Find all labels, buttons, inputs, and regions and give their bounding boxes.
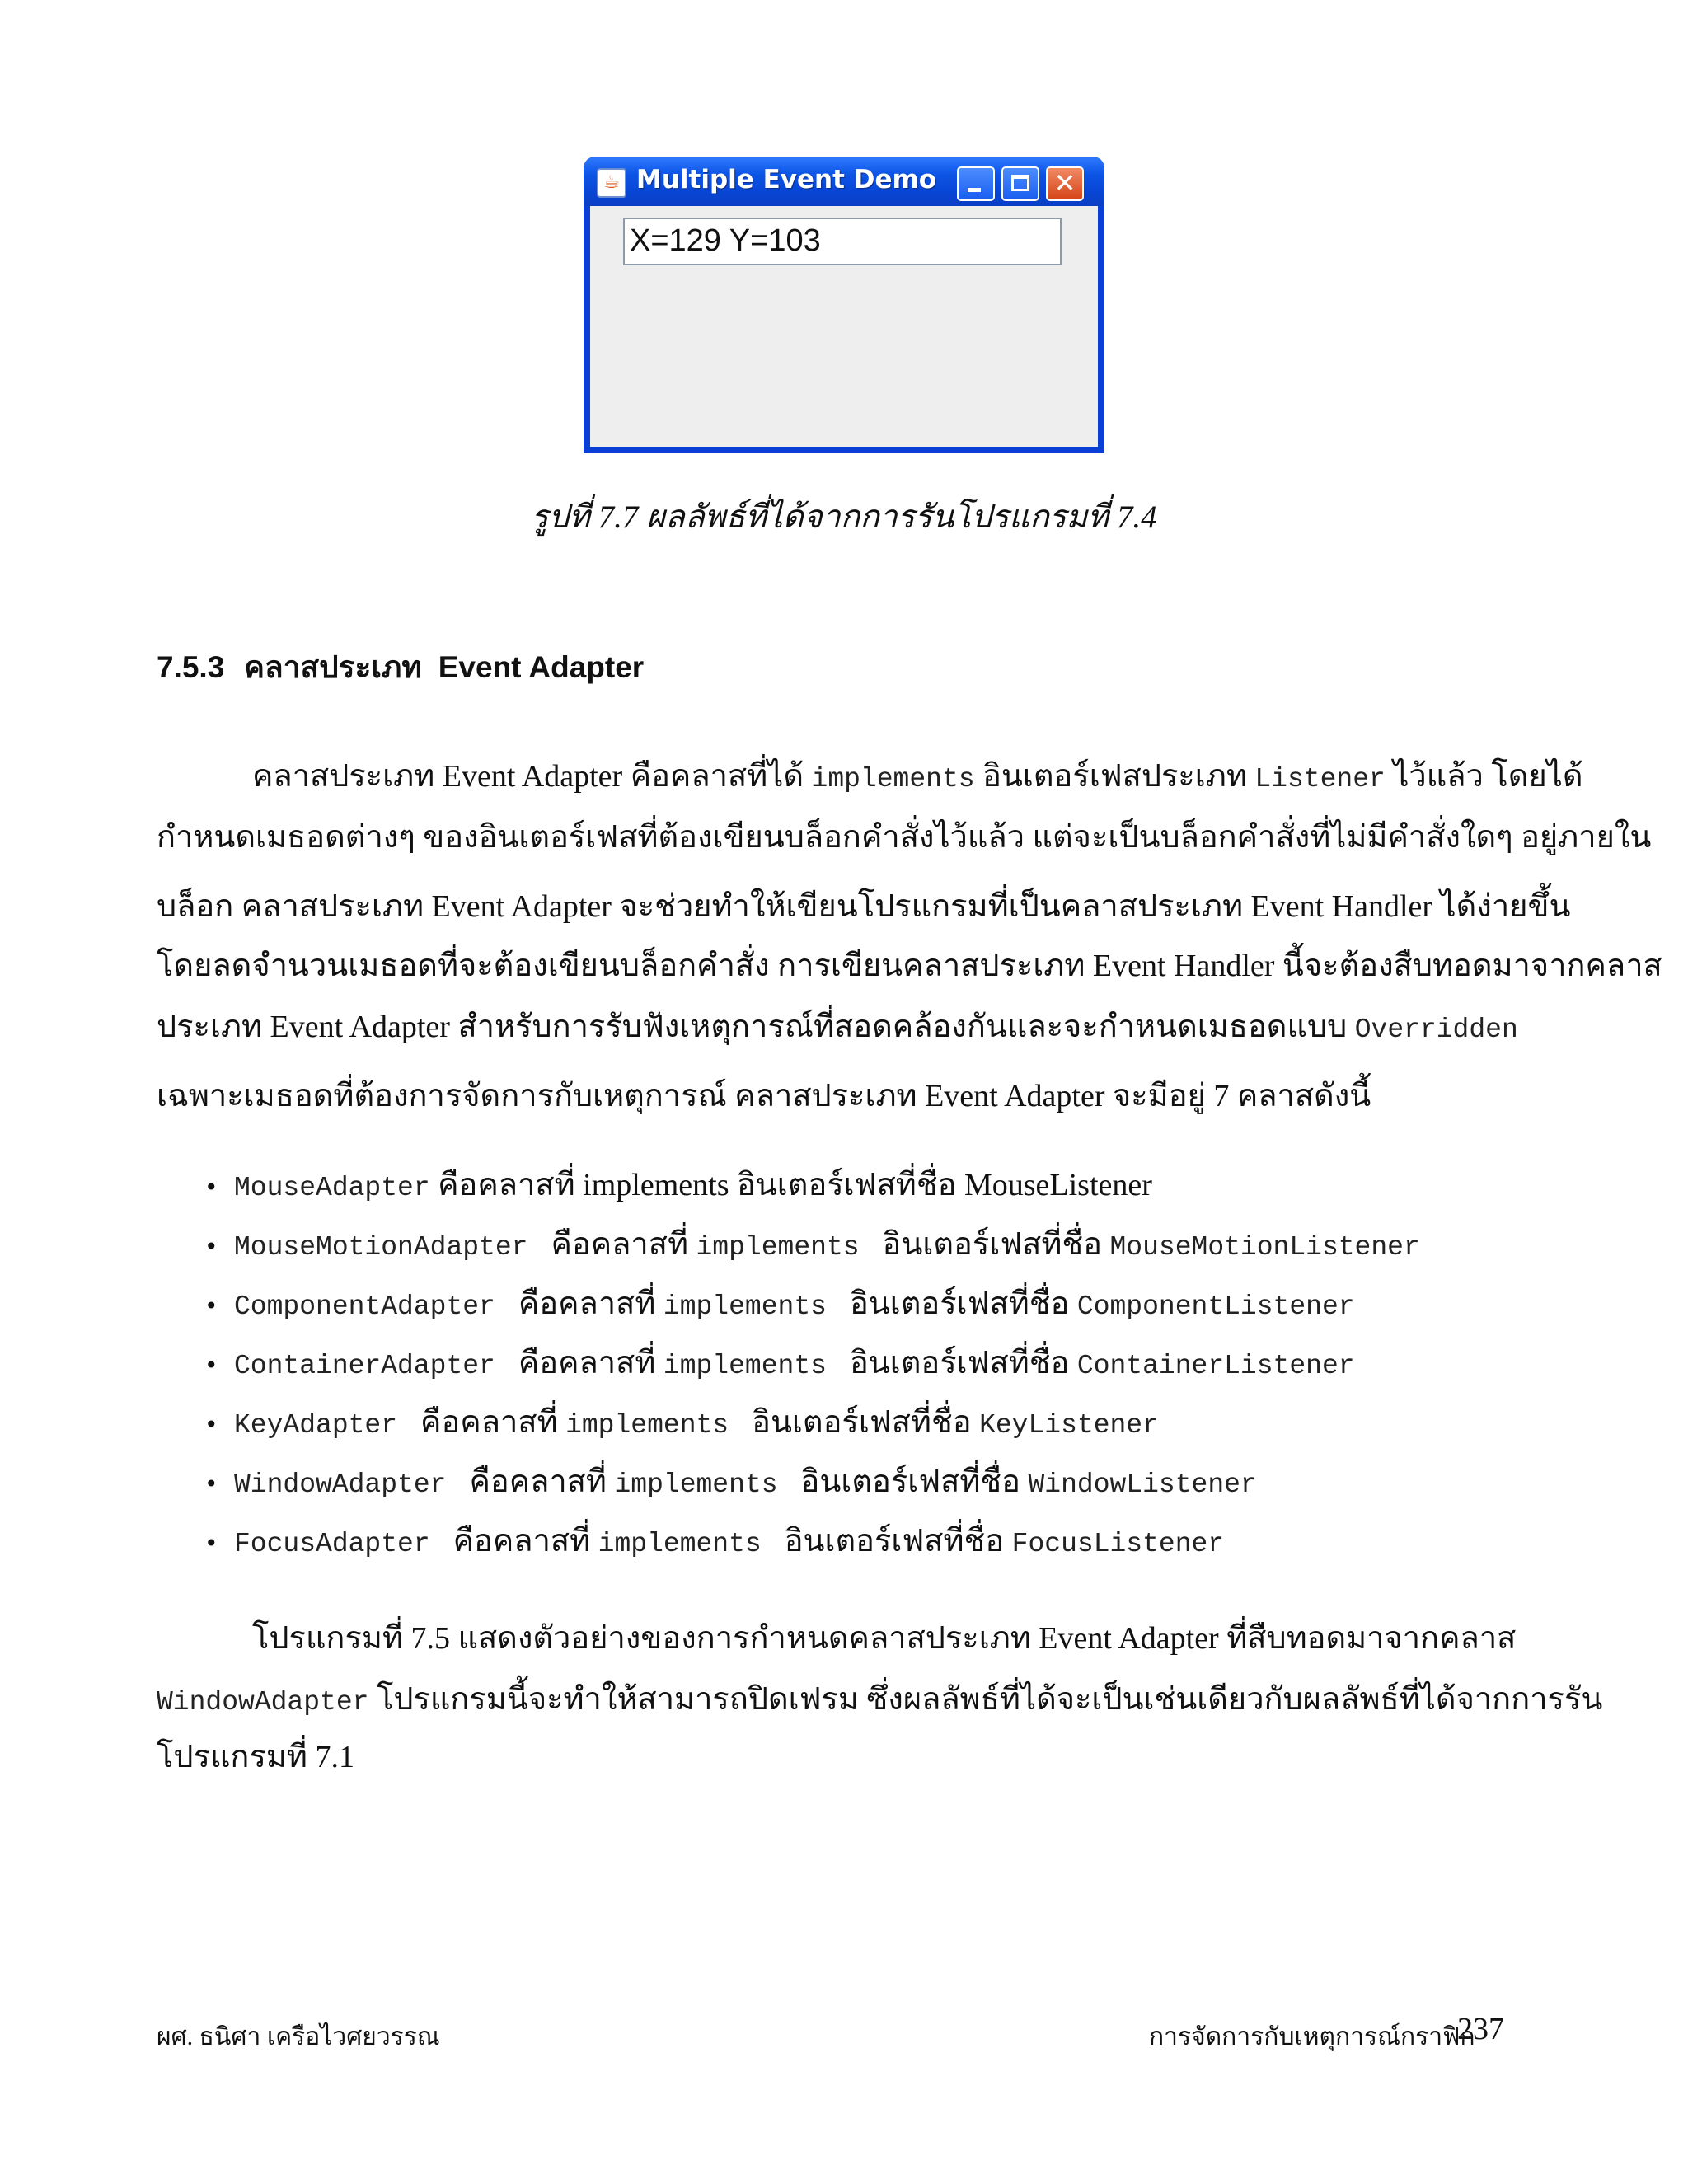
window-titlebar[interactable] xyxy=(584,157,1104,206)
text-run: ประเภท Event Adapter สำหรับการรับฟังเหตุการณ์ที่สอดคล้องกันและจะกำหนดเมธอดแบบ xyxy=(157,1010,1355,1044)
listener-name: ContainerListener xyxy=(1076,1351,1355,1381)
text-run: ไว้แล้ว โดยได้ xyxy=(1385,759,1583,794)
implements-word: implements xyxy=(583,1168,729,1202)
implements-word: implements xyxy=(663,1351,827,1381)
section-heading xyxy=(157,643,644,691)
bullet-icon: • xyxy=(204,1174,218,1201)
section-title-english: Event Adapter xyxy=(438,650,645,684)
listener-name: WindowListener xyxy=(1028,1469,1257,1500)
bullet-icon: • xyxy=(204,1530,218,1557)
implements-word: implements xyxy=(598,1529,762,1559)
implements-word: implements xyxy=(614,1469,778,1500)
list-item xyxy=(204,1396,1159,1446)
text-run: อินเตอร์เฟสที่ชื่อ xyxy=(882,1227,1102,1262)
listener-name: MouseMotionListener xyxy=(1109,1232,1420,1263)
listener-name: ComponentListener xyxy=(1076,1291,1355,1322)
adapter-name: KeyAdapter xyxy=(234,1410,398,1441)
text-run: คือคลาสที่ xyxy=(452,1524,591,1558)
maximize-icon xyxy=(1011,175,1029,191)
window-title: Multiple Event Demo xyxy=(636,165,937,194)
paragraph-2-line-1: โปรแกรมที่ 7.5 แสดงตัวอย่างของการกำหนดคลาสประเภท Event Adapter ที่สืบทอดมาจากคลาส xyxy=(252,1621,1517,1656)
footer-chapter-title: การจัดการกับเหตุการณ์กราฟิก xyxy=(1149,2023,1475,2050)
text-run: อินเตอร์เฟสที่ชื่อ xyxy=(752,1405,972,1440)
listener-name: KeyListener xyxy=(979,1410,1159,1441)
code-implements: implements xyxy=(811,764,975,794)
list-item xyxy=(204,1277,1355,1328)
code-overridden: Overridden xyxy=(1354,1015,1518,1045)
list-item xyxy=(204,1218,1420,1268)
adapter-name: ContainerAdapter xyxy=(234,1351,495,1381)
code-windowadapter: WindowAdapter xyxy=(157,1687,369,1718)
text-run: คือคลาสที่ xyxy=(551,1227,688,1262)
adapter-name: ComponentAdapter xyxy=(234,1291,495,1322)
bullet-icon: • xyxy=(204,1352,218,1379)
paragraph-1-line-5 xyxy=(157,1001,1518,1051)
bullet-icon: • xyxy=(204,1233,218,1260)
implements-word: implements xyxy=(663,1291,827,1322)
text-run: คือคลาสที่ xyxy=(420,1405,558,1440)
close-icon: ✕ xyxy=(1053,167,1076,199)
paragraph-2-line-3: โปรแกรมที่ 7.1 xyxy=(157,1740,354,1774)
implements-word: implements xyxy=(565,1410,729,1441)
adapter-name: MouseAdapter xyxy=(234,1173,430,1203)
list-item xyxy=(204,1455,1257,1506)
java-app-icon: ☕ xyxy=(597,168,626,198)
paragraph-1-line-2: กำหนดเมธอดต่างๆ ของอินเตอร์เฟสที่ต้องเขียนบล็อกคำสั่งไว้แล้ว แต่จะเป็นบล็อกคำสั่งที่ไม่มีคำสั่งใดๆ อยู่ภายใน xyxy=(157,820,1652,855)
java-window xyxy=(584,157,1104,453)
list-item xyxy=(204,1159,1152,1209)
listener-name: MouseListener xyxy=(964,1168,1152,1202)
paragraph-1-line-3: บล็อก คลาสประเภท Event Adapter จะช่วยทำให้เขียนโปรแกรมที่เป็นคลาสประเภท Event Handler ได้ง่ายขึ้น xyxy=(157,889,1571,924)
text-run: โปรแกรมนี้จะทำให้สามารถปิดเฟรม ซึ่งผลลัพธ์ที่ได้จะเป็นเช่นเดียวกับผลลัพธ์ที่ได้จากการรัน xyxy=(368,1682,1603,1717)
text-run: อินเตอร์เฟสที่ชื่อ xyxy=(849,1286,1070,1321)
paragraph-2-line-2 xyxy=(157,1673,1602,1723)
window-client-area xyxy=(590,206,1098,447)
close-button[interactable] xyxy=(1046,166,1084,201)
paragraph-1-line-1 xyxy=(252,750,1583,800)
text-run: อินเตอร์เฟสที่ชื่อ xyxy=(736,1168,957,1202)
code-listener: Listener xyxy=(1254,764,1386,794)
text-run: อินเตอร์เฟสประเภท xyxy=(974,759,1255,794)
adapter-name: FocusAdapter xyxy=(234,1529,430,1559)
implements-word: implements xyxy=(696,1232,860,1263)
adapter-name: MouseMotionAdapter xyxy=(234,1232,528,1263)
bullet-icon: • xyxy=(204,1411,218,1438)
text-run: อินเตอร์เฟสที่ชื่อ xyxy=(800,1465,1020,1499)
maximize-button[interactable] xyxy=(1001,166,1039,201)
minimize-icon xyxy=(968,188,981,192)
minimize-button[interactable] xyxy=(957,166,995,201)
figure-caption: รูปที่ 7.7 ผลลัพธ์ที่ได้จากการรันโปรแกรมที่ 7.4 xyxy=(531,499,1157,535)
section-title-thai: คลาสประเภท xyxy=(244,650,422,684)
adapter-name: WindowAdapter xyxy=(234,1469,447,1500)
bullet-icon: • xyxy=(204,1292,218,1319)
list-item xyxy=(204,1337,1355,1387)
text-run: อินเตอร์เฟสที่ชื่อ xyxy=(784,1524,1005,1558)
paragraph-1-line-4: โดยลดจำนวนเมธอดที่จะต้องเขียนบล็อกคำสั่ง การเขียนคลาสประเภท Event Handler นี้จะต้องสืบทอดมาจากคลาส xyxy=(157,949,1662,983)
paragraph-1-line-6: เฉพาะเมธอดที่ต้องการจัดการกับเหตุการณ์ คลาสประเภท Event Adapter จะมีอยู่ 7 คลาสดังนี้ xyxy=(157,1079,1372,1113)
bullet-icon: • xyxy=(204,1470,218,1497)
text-run: คือคลาสที่ xyxy=(518,1346,656,1380)
coordinates-text-field[interactable]: X=129 Y=103 xyxy=(623,218,1062,265)
list-item xyxy=(204,1515,1224,1565)
listener-name: FocusListener xyxy=(1011,1529,1225,1559)
text-run: อินเตอร์เฟสที่ชื่อ xyxy=(849,1346,1070,1380)
page-number: 237 xyxy=(1457,2012,1504,2046)
section-number: 7.5.3 xyxy=(157,650,225,684)
text-run: คือคลาสที่ xyxy=(438,1168,575,1202)
text-run: คือคลาสที่ xyxy=(518,1286,656,1321)
footer-author: ผศ. ธนิศา เครือไวศยวรรณ xyxy=(157,2023,440,2050)
text-run: คือคลาสที่ xyxy=(469,1465,607,1499)
text-run: คลาสประเภท Event Adapter คือคลาสที่ได้ xyxy=(252,759,812,794)
